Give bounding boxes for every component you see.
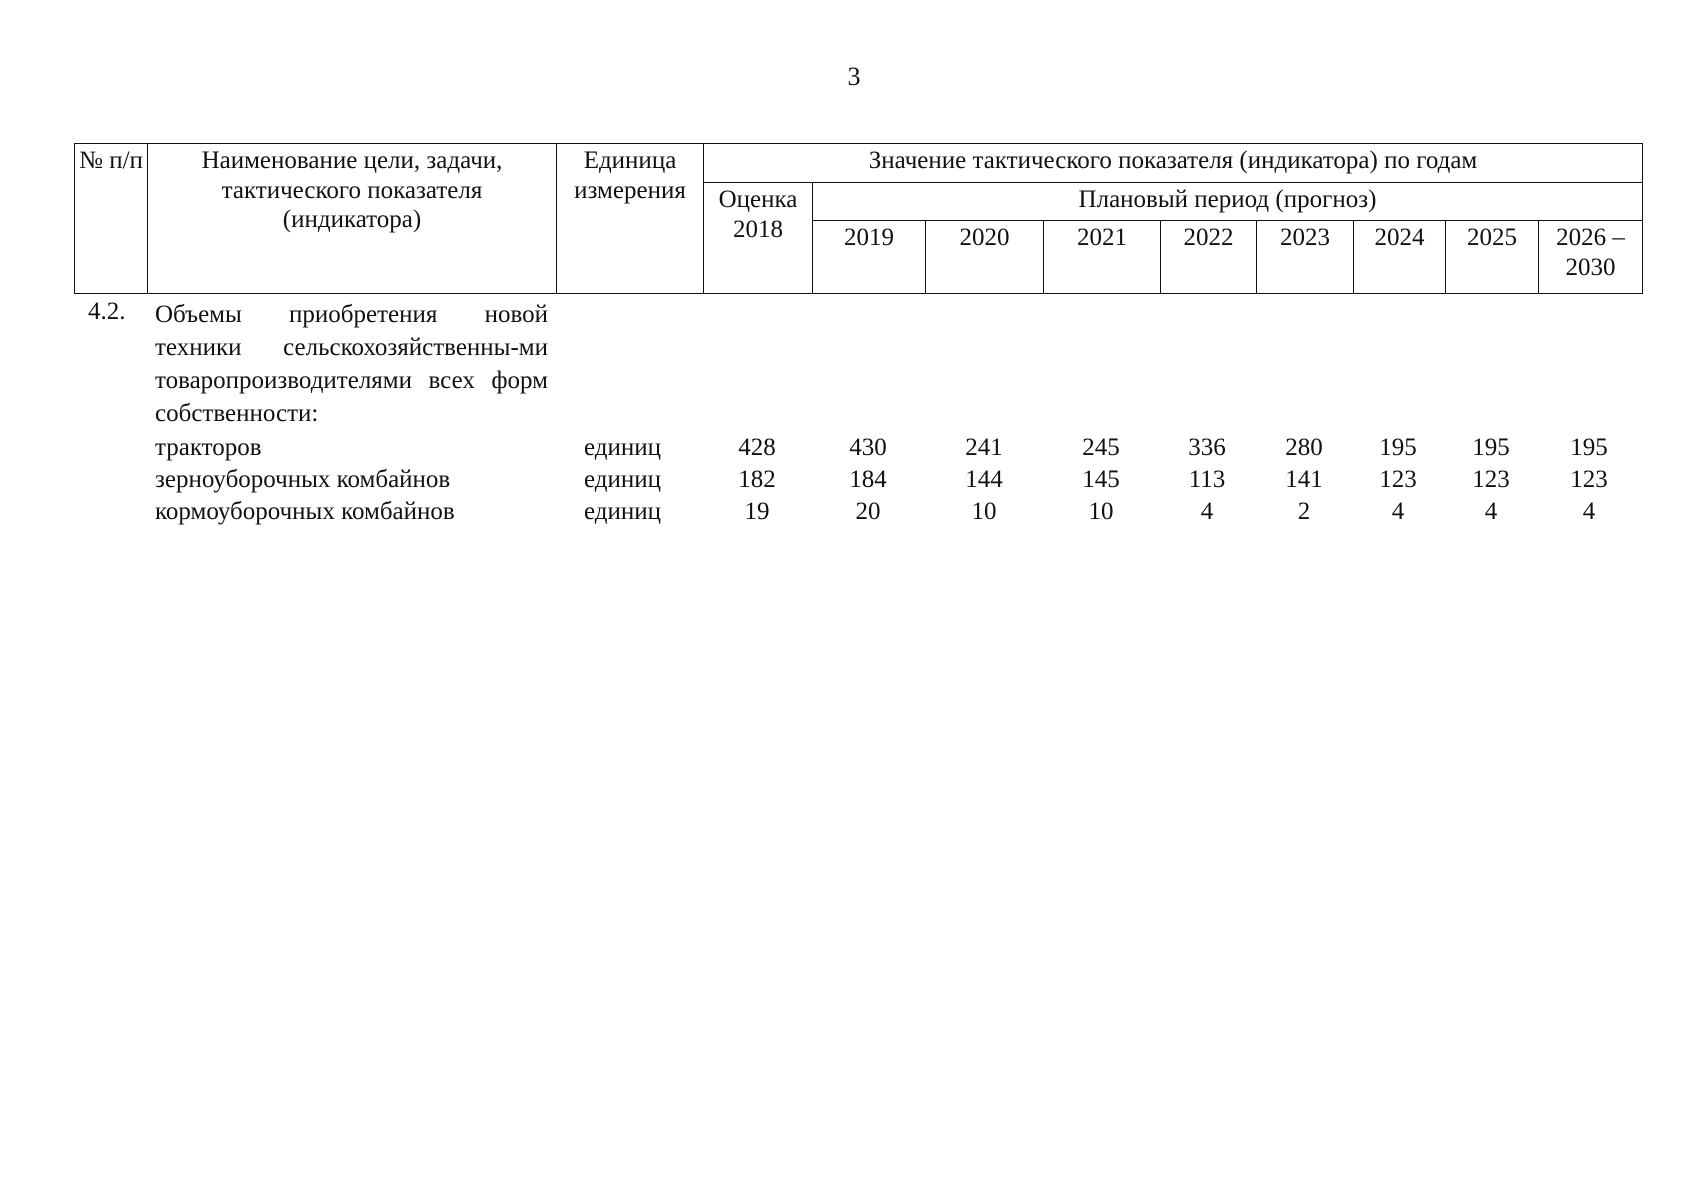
header-year: 2019	[813, 221, 926, 294]
row-value: 195	[1570, 434, 1608, 461]
row-value: 2	[1297, 498, 1311, 525]
header-year: 2025	[1446, 221, 1539, 294]
section-title: Объемы приобретения новой техники сельскохозяйственны-ми товаропроизводителями всех форм собственности:	[155, 301, 548, 427]
row-value: 145	[1082, 466, 1120, 493]
row-value: 195	[1472, 434, 1510, 461]
header-name: Наименование цели, задачи, тактического показателя (индикатора)	[148, 144, 557, 294]
indicator-table-header	[74, 143, 1643, 294]
header-year: 2021	[1044, 221, 1161, 294]
row-value: 10	[1088, 498, 1114, 525]
row-value: 241	[965, 434, 1003, 461]
header-values-by-year: Значение тактического показателя (индикатора) по годам	[704, 144, 1643, 183]
row-value: 4	[1391, 498, 1405, 525]
header-plan-period: Плановый период (прогноз)	[813, 183, 1643, 221]
table-row	[0, 466, 1708, 498]
row-value: 4	[1200, 498, 1214, 525]
row-value: 20	[855, 498, 881, 525]
table-row	[0, 498, 1708, 530]
row-unit: единиц	[584, 498, 662, 525]
row-value: 4	[1484, 498, 1498, 525]
header-year: 2026 – 2030	[1539, 221, 1643, 294]
header-year: 2024	[1354, 221, 1446, 294]
row-value: 428	[738, 434, 776, 461]
row-value: 182	[738, 466, 776, 493]
row-value: 195	[1379, 434, 1417, 461]
row-value: 280	[1285, 434, 1323, 461]
row-value: 4	[1582, 498, 1596, 525]
row-value: 144	[965, 466, 1003, 493]
row-value: 123	[1472, 466, 1510, 493]
header-num: № п/п	[75, 144, 148, 294]
row-unit: единиц	[584, 466, 662, 493]
page-number: 3	[847, 62, 861, 91]
section-number: 4.2.	[88, 298, 126, 325]
table-row	[0, 434, 1708, 466]
header-year: 2022	[1161, 221, 1257, 294]
row-value: 430	[849, 434, 887, 461]
row-value: 245	[1082, 434, 1120, 461]
header-estimate: Оценка 2018	[704, 183, 813, 294]
header-unit: Единица измерения	[557, 144, 704, 294]
row-name: зерноуборочных комбайнов	[155, 466, 451, 493]
header-year: 2023	[1257, 221, 1354, 294]
row-value: 123	[1570, 466, 1608, 493]
row-value: 123	[1379, 466, 1417, 493]
row-value: 19	[744, 498, 770, 525]
row-name: тракторов	[155, 434, 262, 461]
row-unit: единиц	[584, 434, 662, 461]
row-name: кормоуборочных комбайнов	[155, 498, 455, 525]
row-value: 184	[849, 466, 887, 493]
row-value: 141	[1285, 466, 1323, 493]
header-year: 2020	[926, 221, 1044, 294]
row-value: 336	[1188, 434, 1226, 461]
row-value: 10	[971, 498, 997, 525]
row-value: 113	[1188, 466, 1226, 493]
